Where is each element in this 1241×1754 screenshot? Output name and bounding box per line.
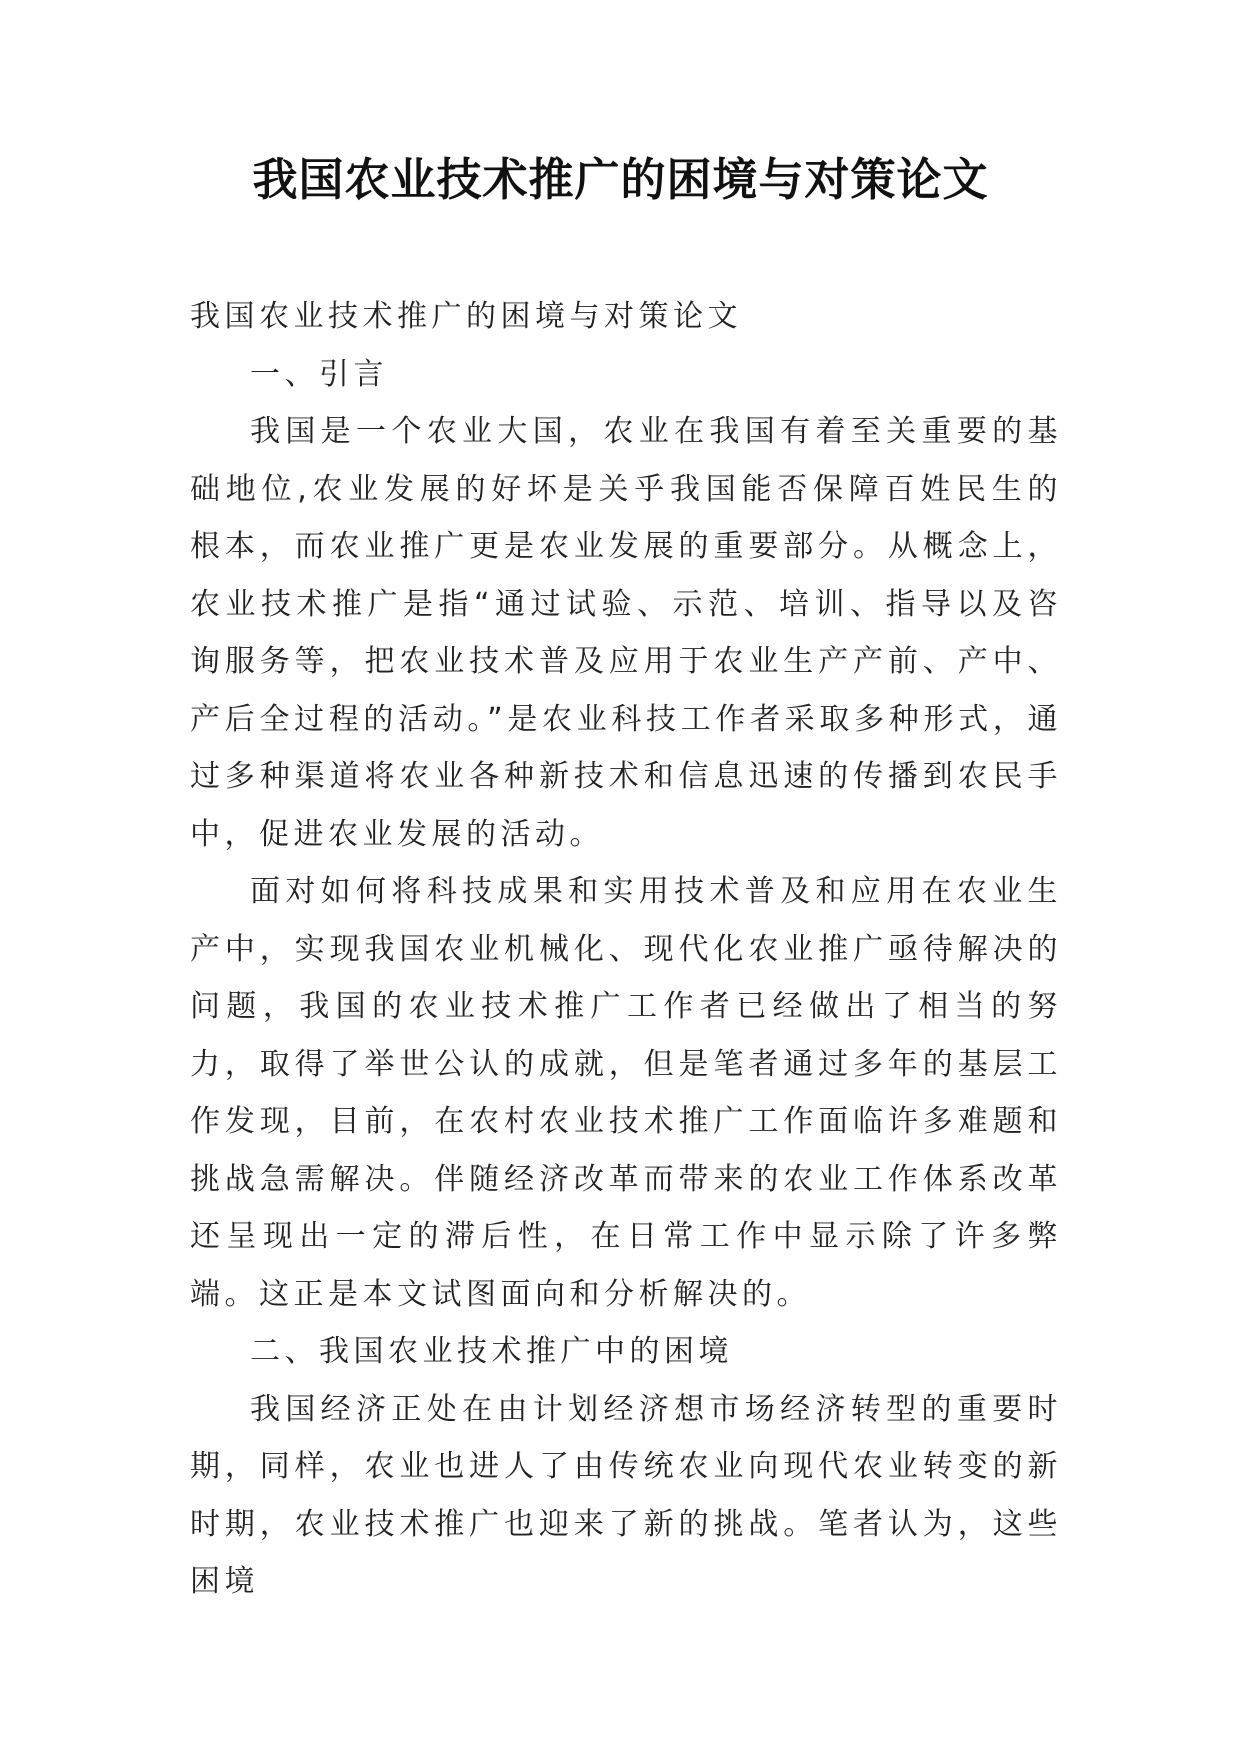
document-title: 我国农业技术推广的困境与对策论文 xyxy=(252,153,989,206)
section-heading-difficulties: 二、我国农业技术推广中的困境 xyxy=(250,1334,733,1369)
paragraph: 我国经济正处在由计划经济想市场经济转型的重要时期，同样，农业也进人了由传统农业向现代农业转变的新时期，农业技术推广也迎来了新的挑战。笔者认为，这些困境 xyxy=(190,1391,1062,1599)
paragraph: 面对如何将科技成果和实用技术普及和应用在农业生产中，实现我国农业机械化、现代化农业推广亟待解决的问题，我国的农业技术推广工作者已经做出了相当的努力，取得了举世公认的成就，但是笔者通过多年的基层工作发现，目前，在农村农业技术推广工作面临许多难题和挑战急需解决。伴随经济改革而带来的农业工作体系改革还呈现出一定的滞后性，在日常工作中显示除了许多弊端。这正是本文试图面向和分析解决的。 xyxy=(190,874,1062,1312)
section-heading-introduction: 一、引言 xyxy=(250,356,388,392)
document-body xyxy=(190,288,1062,1611)
paragraph: 我国是一个农业大国，农业在我国有着至关重要的基础地位,农业发展的好坏是关乎我国能否保障百姓民生的根本，而农业推广更是农业发展的重要部分。从概念上，农业技术推广是指“通过试验、示范、培训、指导以及咨询服务等，把农业技术普及应用于农业生产产前、产中、产后全过程的活动。”是农业科技工作者采取多种形式，通过多种渠道将农业各种新技术和信息迅速的传播到农民手中，促进农业发展的活动。 xyxy=(190,414,1062,852)
body-heading: 我国农业技术推广的困境与对策论文 xyxy=(190,299,742,334)
